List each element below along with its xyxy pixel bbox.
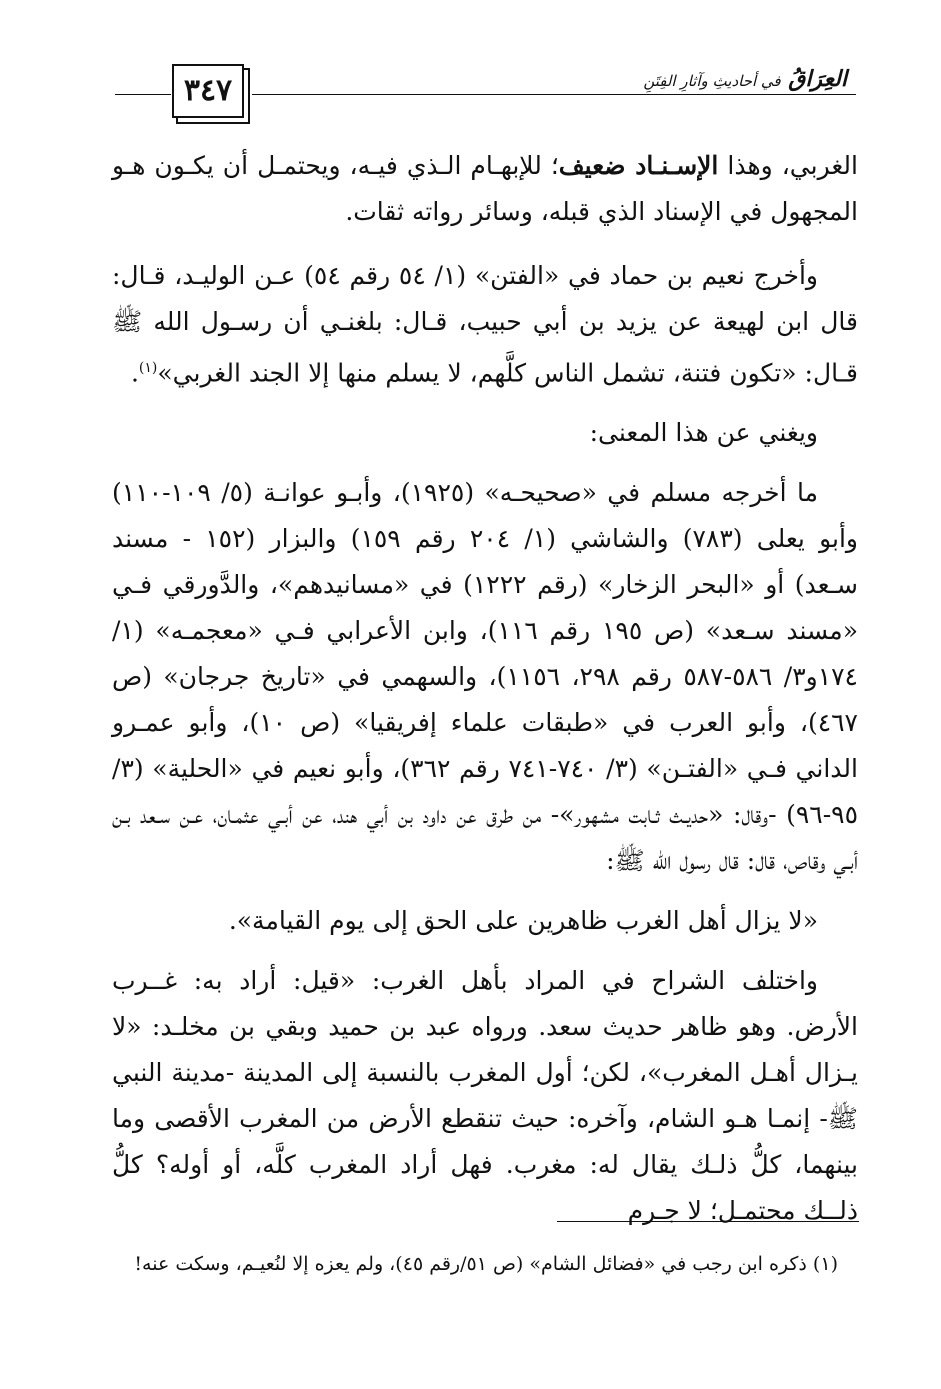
footnote	[112, 1242, 858, 1286]
p1-text-b: ؛ للإبهـام الـذي فيـه، ويحتمـل أن يكـون هـو المجهول في الإسناد الذي قبله، وسائر رواته ثقات.	[112, 151, 858, 226]
paragraph-4: ما أخرجه مسلم في «صحيحـه» (١٩٢٥)، وأبـو عوانـة (٥/ ١٠٩-١١٠) وأبو يعلى (٧٨٣) والشاشي (١/ ٢٠٤ رقم ١٥٩) والبزار (١٥٢ - مسند سـعد) أو «البحر الزخار» (رقم ١٢٢٢) في «مسانيدهم»، والدَّورقي فـي «مسند سـعد» (ص ١٩٥ رقم ١١٦)، وابن الأعرابي فـي «معجمـه» (١/ ١٧٤و٣/ ٥٨٦-٥٨٧ رقم ٢٩٨، ١١٥٦)، والسهمي في «تاريخ جرجان» (ص ٤٦٧)، وأبو العرب في «طبقات علماء إفريقيا» (ص ١٠)، وأبو عمـرو الداني فـي «الفتـن» (٣/ ٧٤٠-٧٤١ رقم ٣٦٢)، وأبو نعيم في «الحلية» (٣/ ٩٥-٩٦) -وقال: «حديـث ثـابت مشهور»- من طرق عن داود بن أبي هند، عن أبـي عثمـان، عـن سـعد بـن أبـي وقاص، قال: قال رسول الله ﷺ:	[112, 478, 858, 876]
p1-bold: الإسـنـاد ضعيف	[558, 151, 719, 180]
header-rule-left	[115, 94, 171, 95]
header-rule-right	[252, 94, 856, 95]
book-title-main: العِرَاقُ	[788, 66, 847, 92]
page-header	[0, 0, 941, 135]
p2-text: وأخرج نعيم بن حماد في «الفتن» (١/ ٥٤ رقم ٥٤) عـن الوليـد، قـال: قال ابن لهيعة عن يزيد بن أبي حبيب، قـال: بلغنـي أن رسـول الله ﷺ قـال: «تكون فتنة، تشمل الناس كلَّهم، لا يسلم منها إلا الجند الغربي»	[112, 261, 858, 388]
page-number: ٣٤٧	[183, 73, 233, 108]
paragraph-3: ويغني عن هذا المعنى:	[589, 418, 818, 448]
page-number-box	[172, 64, 244, 118]
p2-end: .	[130, 358, 139, 388]
footnote-separator	[557, 1221, 859, 1222]
paragraph-1	[112, 143, 858, 235]
paragraph-5-hadith: «لا يزال أهل الغرب ظاهرين على الحق إلى يوم القيامة».	[228, 906, 818, 936]
book-title-sub: في أحاديثِ وآثارِ الفِتَنِ	[643, 72, 781, 90]
p1-text-a: الغربي، وهذا	[718, 151, 858, 180]
paragraph-2	[112, 253, 858, 396]
footnote-ref[interactable]: (١)	[138, 360, 158, 376]
main-text	[112, 143, 858, 1248]
paragraph-6: واختلف الشراح في المراد بأهل الغرب: «قيل: أراد به: غــرب الأرض. وهو ظاهر حديث سعد. ورواه عبد بن حميد وبقي بن مخلـد: «لا يـزال أهـل المغرب»، لكن؛ أول المغرب بالنسبة إلى المدينة -مدينة النبي ﷺ- إنمـا هـو الشام، وآخره: حيث تنقطع الأرض من المغرب الأقصى وما بينهما، كلُّ ذلـك يقال له: مغرب. فهل أراد المغرب كلَّه، أو أوله؟ كلُّ ذلــك محتمـل؛ لا جـرم	[112, 966, 858, 1226]
footnote-text: (١) ذكره ابن رجب في «فضائل الشام» (ص ٥١/رقم ٤٥)، ولم يعزه إلا لنُعيـم، وسكت عنه!	[134, 1253, 838, 1275]
book-title	[637, 66, 853, 92]
